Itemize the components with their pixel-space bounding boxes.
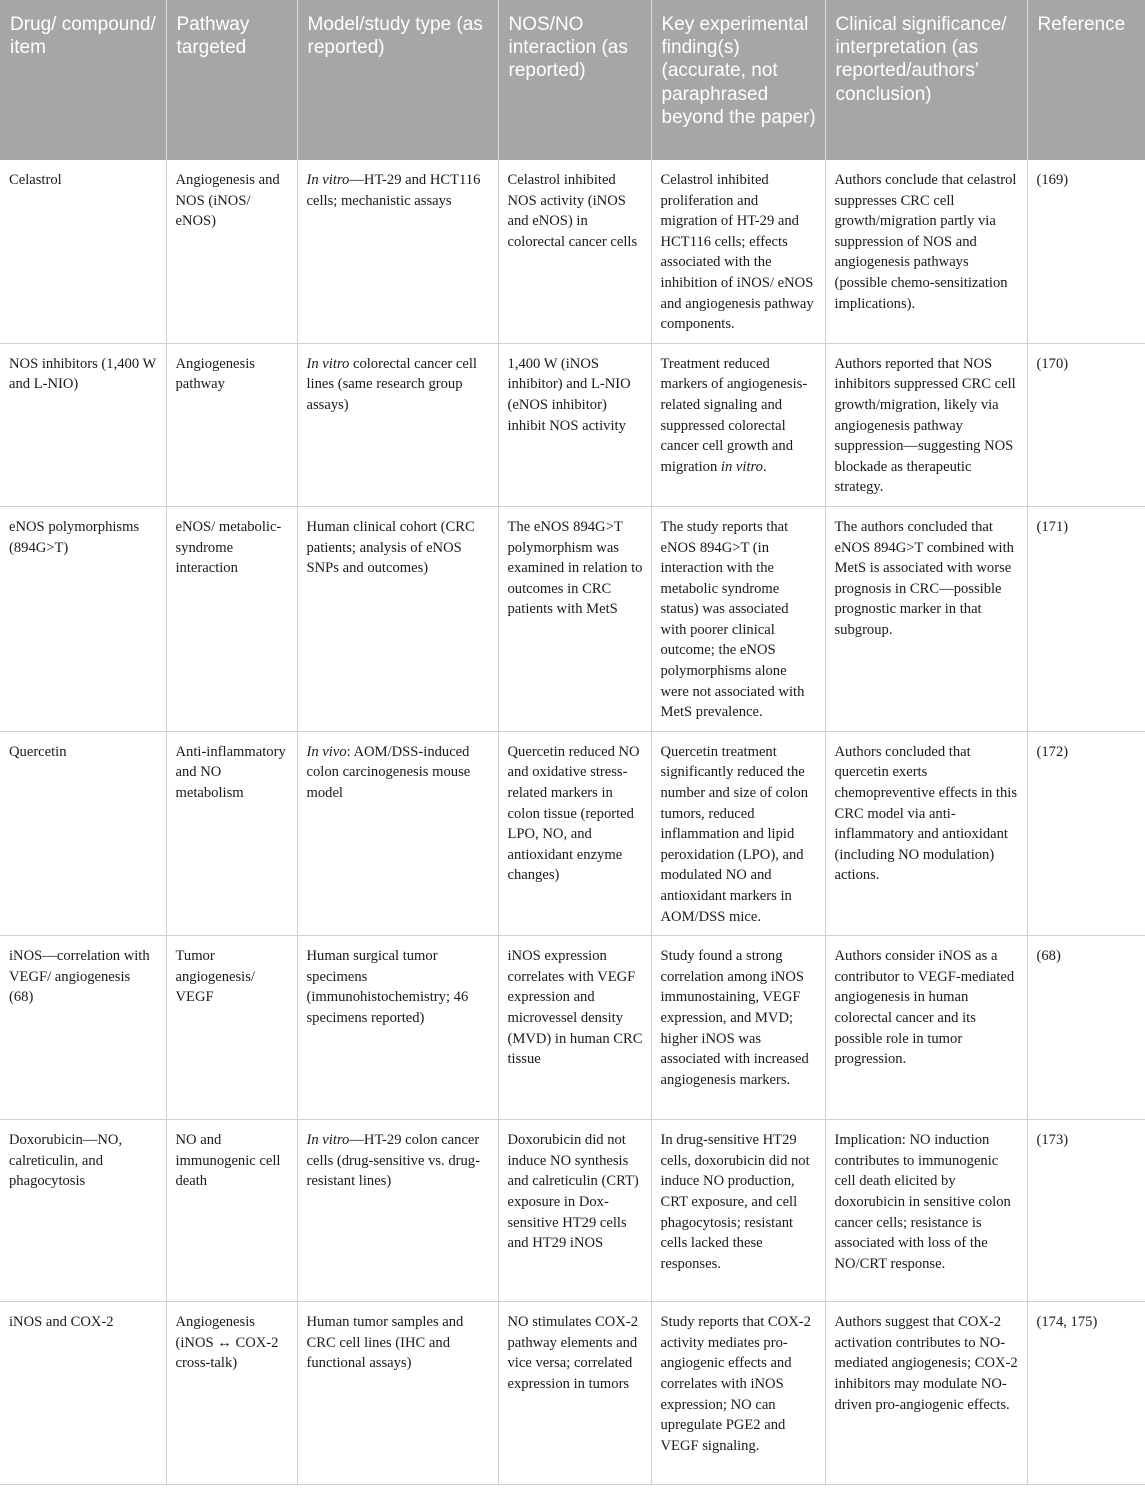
cell-nos: Doxorubicin did not induce NO synthesis and calreticulin (CRT) exposure in Dox-sensitive HT29 cells and HT29 iNOS <box>498 1120 651 1302</box>
cell-nos: Celastrol inhibited NOS activity (iNOS and eNOS) in colorectal cancer cells <box>498 160 651 343</box>
table-row <box>0 1120 1145 1302</box>
model-italic: In vitro <box>306 355 350 372</box>
cell-model: Human surgical tumor specimens (immunohistochemistry; 46 specimens reported) <box>297 936 498 1120</box>
cell-nos: iNOS expression correlates with VEGF expression and microvessel density (MVD) in human CRC tissue <box>498 936 651 1120</box>
cell-model <box>297 731 498 935</box>
cell-reference: (172) <box>1027 731 1145 935</box>
table-row <box>0 160 1145 343</box>
cell-pathway: Angiogenesis and NOS (iNOS/ eNOS) <box>166 160 297 343</box>
table-row <box>0 731 1145 935</box>
cell-reference: (173) <box>1027 1120 1145 1302</box>
cell-model <box>297 1120 498 1302</box>
header-finding: Key experimental finding(s) (accurate, not paraphrased beyond the paper) <box>651 0 825 160</box>
cell-reference: (171) <box>1027 506 1145 731</box>
cell-clinical: Authors concluded that quercetin exerts chemopreventive effects in this CRC model via anti-inflammatory and antioxidant (including NO modulation) actions. <box>825 731 1027 935</box>
model-italic: In vitro <box>306 172 350 188</box>
cell-reference: (68) <box>1027 936 1145 1120</box>
table-row <box>0 506 1145 731</box>
table-row <box>0 343 1145 506</box>
model-italic: In vitro <box>306 1132 350 1149</box>
cell-drug: Quercetin <box>0 731 166 935</box>
cell-model <box>297 343 498 506</box>
cell-drug: eNOS polymorphisms (894G>T) <box>0 506 166 731</box>
cell-pathway: eNOS/ metabolic-syndrome interaction <box>166 506 297 731</box>
cell-drug: Doxorubicin—NO, calreticulin, and phagocytosis <box>0 1120 166 1302</box>
cell-nos: 1,400 W (iNOS inhibitor) and L-NIO (eNOS inhibitor) inhibit NOS activity <box>498 343 651 506</box>
cell-finding: Study reports that COX-2 activity mediates pro-angiogenic effects and correlates with iNOS expression; NO can upregulate PGE2 and VEGF signaling. <box>651 1302 825 1485</box>
cell-nos: The eNOS 894G>T polymorphism was examined in relation to outcomes in CRC patients with MetS <box>498 506 651 731</box>
finding-end: . <box>762 458 767 475</box>
cell-clinical: Authors reported that NOS inhibitors suppressed CRC cell growth/migration, likely via angiogenesis pathway suppression—suggesting NOS blockade as therapeutic strategy. <box>825 343 1027 506</box>
cell-clinical: Authors consider iNOS as a contributor to VEGF-mediated angiogenesis in human colorectal cancer and its possible role in tumor progression. <box>825 936 1027 1120</box>
table-row <box>0 936 1145 1120</box>
cell-drug: iNOS—correlation with VEGF/ angiogenesis (68) <box>0 936 166 1120</box>
model-text: —HT-29 and HCT116 cells; mechanistic assays <box>306 172 481 209</box>
header-nos: NOS/NO interaction (as reported) <box>498 0 651 160</box>
cell-nos: NO stimulates COX-2 pathway elements and vice versa; correlated expression in tumors <box>498 1302 651 1485</box>
cell-clinical: Authors conclude that celastrol suppresses CRC cell growth/migration partly via suppression of NOS and angiogenesis pathways (possible chemo-sensitization implications). <box>825 160 1027 343</box>
table-row <box>0 1302 1145 1485</box>
model-text: : AOM/DSS-induced colon carcinogenesis mouse model <box>306 743 471 802</box>
cell-finding <box>651 343 825 506</box>
cell-finding: The study reports that eNOS 894G>T (in interaction with the metabolic syndrome status) was associated with poorer clinical outcome; the eNOS polymorphisms alone were not associated with MetS prevalence. <box>651 506 825 731</box>
cell-pathway: Anti-inflammatory and NO metabolism <box>166 731 297 935</box>
finding-text: Treatment reduced markers of angiogenesis-related signaling and suppressed colorectal cancer cell growth and migration <box>660 355 808 475</box>
cell-pathway: NO and immunogenic cell death <box>166 1120 297 1302</box>
cell-clinical: Implication: NO induction contributes to immunogenic cell death elicited by doxorubicin in sensitive colon cancer cells; resistance is associated with loss of the NO/CRT response. <box>825 1120 1027 1302</box>
cell-clinical: The authors concluded that eNOS 894G>T combined with MetS is associated with worse prognosis in CRC—possible prognostic marker in that subgroup. <box>825 506 1027 731</box>
table-header <box>0 0 1145 160</box>
cell-finding: Study found a strong correlation among iNOS immunostaining, VEGF expression, and MVD; higher iNOS was associated with increased angiogenesis markers. <box>651 936 825 1120</box>
header-row <box>0 0 1145 160</box>
cell-reference: (169) <box>1027 160 1145 343</box>
cell-pathway: Tumor angiogenesis/ VEGF <box>166 936 297 1120</box>
cell-finding: In drug-sensitive HT29 cells, doxorubicin did not induce NO production, CRT exposure, and cell phagocytosis; resistant cells lacked these responses. <box>651 1120 825 1302</box>
cell-model <box>297 160 498 343</box>
cell-drug: NOS inhibitors (1,400 W and L-NIO) <box>0 343 166 506</box>
cell-pathway: Angiogenesis pathway <box>166 343 297 506</box>
header-clinical: Clinical significance/ interpretation (as reported/authors’ conclusion) <box>825 0 1027 160</box>
header-reference: Reference <box>1027 0 1145 160</box>
cell-model: Human clinical cohort (CRC patients; analysis of eNOS SNPs and outcomes) <box>297 506 498 731</box>
cell-clinical: Authors suggest that COX-2 activation contributes to NO-mediated angiogenesis; COX-2 inhibitors may modulate NO-driven pro-angiogenic effects. <box>825 1302 1027 1485</box>
cell-reference: (170) <box>1027 343 1145 506</box>
table-body <box>0 160 1145 1485</box>
cell-pathway: Angiogenesis (iNOS ↔ COX-2 cross-talk) <box>166 1302 297 1485</box>
model-text: colorectal cancer cell lines (same research group assays) <box>306 355 477 413</box>
header-pathway: Pathway targeted <box>166 0 297 160</box>
cell-reference: (174, 175) <box>1027 1302 1145 1485</box>
cell-model: Human tumor samples and CRC cell lines (IHC and functional assays) <box>297 1302 498 1485</box>
cell-finding: Celastrol inhibited proliferation and migration of HT-29 and HCT116 cells; effects associated with the inhibition of iNOS/ eNOS and angiogenesis pathway components. <box>651 160 825 343</box>
cell-nos: Quercetin reduced NO and oxidative stress-related markers in colon tissue (reported LPO, NO, and antioxidant enzyme changes) <box>498 731 651 935</box>
cell-drug: iNOS and COX-2 <box>0 1302 166 1485</box>
cell-drug: Celastrol <box>0 160 166 343</box>
cell-finding: Quercetin treatment significantly reduced the number and size of colon tumors, reduced inflammation and lipid peroxidation (LPO), and modulated NO and antioxidant markers in AOM/DSS mice. <box>651 731 825 935</box>
finding-italic: in vitro <box>720 458 763 475</box>
header-drug: Drug/ compound/ item <box>0 0 166 160</box>
model-text: —HT-29 colon cancer cells (drug-sensitive vs. drug-resistant lines) <box>306 1132 480 1190</box>
model-italic: In vivo <box>306 743 347 760</box>
header-model: Model/study type (as reported) <box>297 0 498 160</box>
